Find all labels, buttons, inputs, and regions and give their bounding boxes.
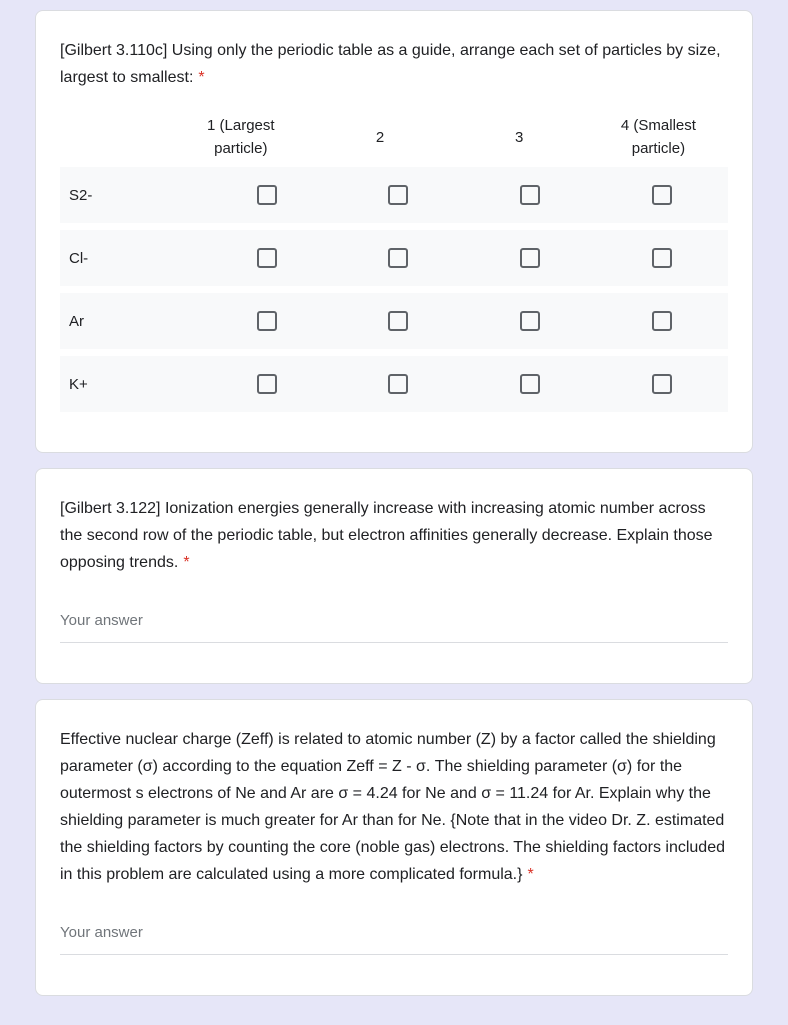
grid-cell — [201, 248, 333, 268]
grid-row-label: K+ — [69, 375, 88, 393]
grid-column-header: 1 (Largest particle) — [207, 117, 275, 157]
checkbox[interactable] — [652, 185, 672, 205]
checkbox[interactable] — [652, 374, 672, 394]
grid-column-header: 2 — [375, 128, 385, 146]
checkbox[interactable] — [520, 311, 540, 331]
grid-cell — [596, 374, 728, 394]
checkbox[interactable] — [388, 248, 408, 268]
required-asterisk: * — [198, 69, 205, 86]
checkbox[interactable] — [257, 374, 277, 394]
grid-row-cl — [60, 230, 728, 286]
grid-cell — [201, 185, 333, 205]
required-asterisk: * — [527, 866, 534, 883]
answer-placeholder: Your answer — [60, 924, 143, 941]
short-answer-field[interactable] — [60, 924, 728, 955]
grid-cell — [201, 374, 333, 394]
question-card-short-answer — [35, 699, 753, 996]
grid-cell — [333, 248, 465, 268]
question-text — [60, 726, 728, 888]
checkbox[interactable] — [520, 185, 540, 205]
checkbox[interactable] — [257, 248, 277, 268]
grid-cell — [464, 374, 596, 394]
grid-row-ar — [60, 293, 728, 349]
checkbox[interactable] — [652, 248, 672, 268]
grid-cell — [333, 374, 465, 394]
grid-cell — [596, 311, 728, 331]
question-card-grid — [35, 10, 753, 453]
grid-cell — [464, 248, 596, 268]
checkbox[interactable] — [388, 374, 408, 394]
choice-grid — [60, 111, 728, 412]
checkbox[interactable] — [520, 248, 540, 268]
checkbox[interactable] — [520, 374, 540, 394]
question-text-content: Effective nuclear charge (Zeff) is related to atomic number (Z) by a factor called the shielding parameter (σ) according to the equation Zeff = Z - σ. The shielding parameter (σ) for the outermost s electrons of Ne and Ar are σ = 4.24 for Ne and σ = 11.24 for Ar. Explain why the shielding parameter is much greater for Ar than for Ne. {Note that in the video Dr. Z. estimated the shielding factors by counting the core (noble gas) electrons. The shielding factors included in this problem are calculated using a more complicated formula.} — [60, 731, 725, 883]
grid-column-header: 3 — [515, 128, 524, 146]
grid-row-k — [60, 356, 728, 412]
grid-row-s2 — [60, 167, 728, 223]
grid-row-label: Cl- — [69, 249, 89, 267]
grid-cell — [464, 311, 596, 331]
checkbox[interactable] — [388, 311, 408, 331]
checkbox[interactable] — [652, 311, 672, 331]
answer-placeholder: Your answer — [60, 612, 143, 629]
question-card-short-answer — [35, 468, 753, 684]
grid-cell — [596, 185, 728, 205]
question-text-content: [Gilbert 3.122] Ionization energies generally increase with increasing atomic number across the second row of the periodic table, but electron affinities generally decrease. Explain those opposing trends. — [60, 500, 713, 571]
grid-row-label: Ar — [69, 312, 84, 330]
question-text — [60, 37, 728, 91]
grid-column-header: 4 (Smallest particle) — [620, 117, 696, 157]
required-asterisk: * — [183, 554, 190, 571]
checkbox[interactable] — [257, 311, 277, 331]
grid-cell — [333, 185, 465, 205]
question-text-content: [Gilbert 3.110c] Using only the periodic table as a guide, arrange each set of particles by size, largest to smallest: — [60, 42, 721, 86]
checkbox[interactable] — [257, 185, 277, 205]
grid-cell — [464, 185, 596, 205]
short-answer-field[interactable] — [60, 612, 728, 643]
checkbox[interactable] — [388, 185, 408, 205]
grid-cell — [201, 311, 333, 331]
question-text — [60, 495, 728, 576]
grid-header-row — [60, 111, 728, 163]
grid-row-label: S2- — [69, 186, 93, 204]
grid-cell — [333, 311, 465, 331]
grid-cell — [596, 248, 728, 268]
